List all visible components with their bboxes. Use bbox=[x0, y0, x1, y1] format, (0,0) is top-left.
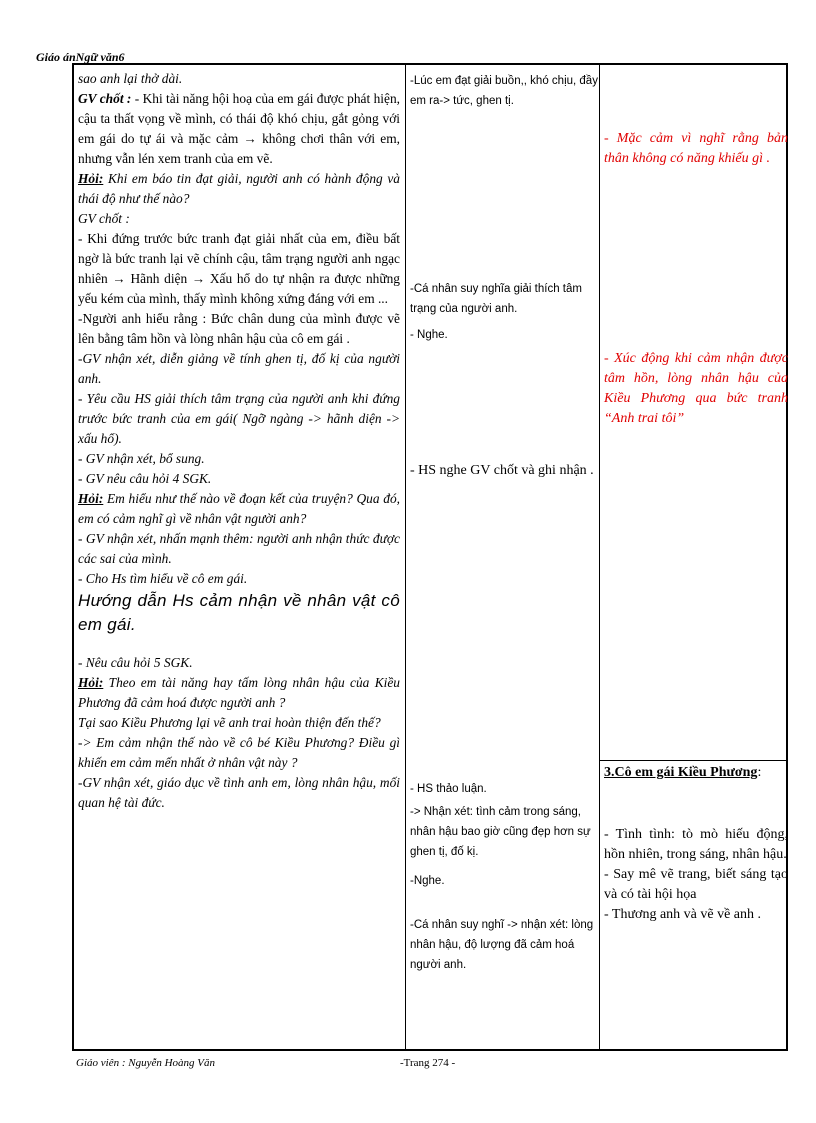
lesson-table bbox=[72, 63, 788, 1051]
question: Hỏi: Khi em báo tin đạt giải, người anh có hành động và thái độ như thế nào? bbox=[78, 171, 400, 206]
text-paragraph: -GV nhận xét, diễn giảng về tính ghen tị, đố kị của người anh. bbox=[78, 351, 400, 386]
text-line: GV chốt : bbox=[78, 211, 130, 226]
text-paragraph: -> Em cảm nhận thế nào về cô bé Kiều Phương? Điều gì khiến em cảm mến nhất ở nhân vật này ? bbox=[78, 735, 400, 770]
footer-page-number: -Trang 274 - bbox=[400, 1057, 456, 1069]
guide-heading: Hướng dẫn Hs cảm nhận về nhân vật cô em gái. bbox=[78, 591, 400, 634]
question: Hỏi: Theo em tài năng hay tấm lòng nhân hậu của Kiều Phương đã cảm hoá được người anh ? bbox=[78, 675, 400, 710]
label-hoi: Hỏi: bbox=[78, 171, 104, 186]
text-line: sao anh lại thở dài. bbox=[78, 71, 183, 86]
student-response: -> Nhận xét: tình cảm trong sáng, nhân hậu bao giờ cũng đẹp hơn sự ghen tị, đố kị. bbox=[410, 806, 591, 858]
section-heading: 3.Cô em gái Kiều Phương: bbox=[604, 765, 762, 780]
spacer bbox=[78, 637, 400, 653]
text-paragraph: Tại sao Kiều Phương lại vẽ anh trai hoàn thiện đến thế? bbox=[78, 715, 381, 730]
student-response: -Lúc em đạt giải buồn,, khó chịu, đầy em ra-> tức, ghen tị. bbox=[410, 75, 598, 107]
question: Hỏi: Em hiểu như thế nào về đoạn kết của truyện? Qua đó, em có cảm nghĩ gì về nhân vật người anh? bbox=[78, 491, 400, 526]
text-line: - Nêu câu hỏi 5 SGK. bbox=[78, 655, 193, 670]
text-line: - GV nhận xét, bổ sung. bbox=[78, 451, 205, 466]
text-paragraph: - Yêu cầu HS giải thích tâm trạng của người anh khi đứng trước bức tranh của em gái( Ngỡ ngàng -> hãnh diện -> xấu hổ). bbox=[78, 391, 400, 446]
text-paragraph: - Khi đứng trước bức tranh đạt giải nhất của em, điều bất ngờ là bức tranh lại vẽ chính cậu, tâm trạng người anh ngạc nhiên → Hãnh diện → Xấu hổ do tự nhận ra được những yếu kém của mình, thấy mình không xứng đáng với em ... bbox=[78, 231, 400, 306]
teacher-activity-column bbox=[78, 69, 400, 813]
row-divider bbox=[599, 760, 786, 761]
student-response: -Nghe. bbox=[410, 875, 445, 887]
student-response: - HS thảo luận. bbox=[410, 783, 487, 795]
content-note-red: - Mặc cảm vì nghĩ rằng bản thân không có năng khiếu gì . bbox=[604, 131, 788, 166]
page-header-title: Giáo ánNgữ văn6 bbox=[36, 50, 125, 64]
column-divider bbox=[599, 65, 600, 1049]
text-paragraph: -GV nhận xét, giáo dục về tình anh em, lòng nhân hậu, mối quan hệ tài đức. bbox=[78, 775, 400, 810]
label-gv-chot: GV chốt : bbox=[78, 91, 132, 106]
text-paragraph: -Người anh hiểu rằng : Bức chân dung của mình được vẽ lên bằng tâm hồn và lòng nhân hậu của cô em gái . bbox=[78, 311, 400, 346]
content-note-red: - Xúc động khi cảm nhận được tâm hồn, lòng nhân hậu của Kiều Phương qua bức tranh “Anh trai tôi” bbox=[604, 351, 788, 426]
footer-teacher: Giáo viên : Nguyễn Hoàng Văn bbox=[76, 1057, 215, 1069]
text-paragraph: GV chốt : - Khi tài năng hội hoạ của em gái được phát hiện, cậu ta thất vọng về mình, có thái độ khó chịu, gắt gỏng với em gái do tự ái và mặc cảm → không chơi thân với em, nhưng vẫn lén xem tranh của em vẽ. bbox=[78, 91, 400, 166]
student-response: - HS nghe GV chốt và ghi nhận . bbox=[410, 463, 594, 478]
text-paragraph: - GV nhận xét, nhấn mạnh thêm: người anh nhận thức được các sai của mình. bbox=[78, 531, 400, 566]
student-response: -Cá nhân suy nghĩa giải thích tâm trạng của người anh. bbox=[410, 283, 582, 315]
column-divider bbox=[405, 65, 406, 1049]
student-response: -Cá nhân suy nghĩ -> nhận xét: lòng nhân hậu, độ lượng đã cảm hoá người anh. bbox=[410, 919, 594, 971]
content-note: - Tình tình: tò mò hiếu động, hồn nhiên, trong sáng, nhân hậu. - Say mê vẽ trang, biết sáng tạo và có tài hội họa - Thương anh và vẽ về anh . bbox=[604, 827, 788, 922]
text-line: - Cho Hs tìm hiểu về cô em gái. bbox=[78, 571, 248, 586]
label-hoi: Hỏi: bbox=[78, 491, 104, 506]
text-line: - GV nêu câu hỏi 4 SGK. bbox=[78, 471, 212, 486]
student-response: - Nghe. bbox=[410, 329, 448, 341]
label-hoi: Hỏi: bbox=[78, 675, 104, 690]
